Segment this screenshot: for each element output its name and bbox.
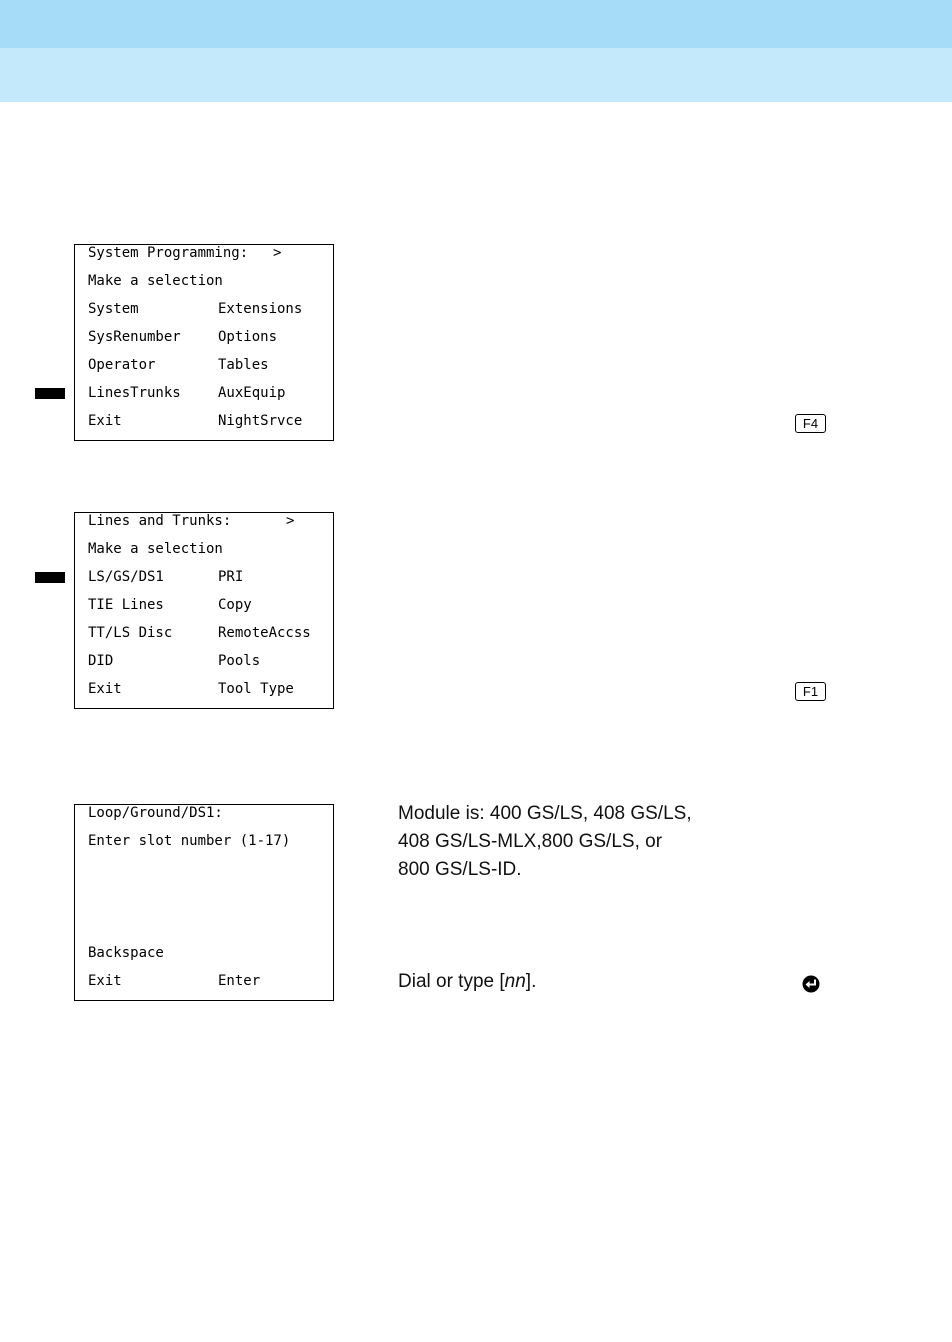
menu-item-ls-gs-ds1[interactable]: LS/GS/DS1 bbox=[88, 569, 164, 585]
menu-item-tie-lines[interactable]: TIE Lines bbox=[88, 597, 164, 613]
module-note-line2: 408 GS/LS-MLX,800 GS/LS, or bbox=[398, 831, 663, 852]
menu-item-sysrenumber[interactable]: SysRenumber bbox=[88, 329, 181, 345]
module-note-line3: 800 GS/LS-ID. bbox=[398, 859, 522, 880]
menu-item-system[interactable]: System bbox=[88, 301, 139, 317]
menu-item-pools[interactable]: Pools bbox=[218, 653, 261, 669]
selection-marker bbox=[35, 572, 65, 583]
menu-item-tables[interactable]: Tables bbox=[218, 357, 269, 373]
menu-item-did[interactable]: DID bbox=[88, 653, 114, 669]
menu-item-tool-type[interactable]: Tool Type bbox=[218, 681, 294, 697]
header-band-top bbox=[0, 0, 952, 48]
dial-suffix: ]. bbox=[525, 971, 537, 992]
menu-item-copy[interactable]: Copy bbox=[218, 597, 252, 613]
screen-prompt: Make a selection bbox=[88, 273, 223, 289]
f1-key[interactable]: F1 bbox=[795, 682, 826, 701]
menu-item-options[interactable]: Options bbox=[218, 329, 278, 345]
menu-item-auxequip[interactable]: AuxEquip bbox=[218, 385, 286, 401]
screen-title: System Programming: bbox=[88, 245, 249, 261]
menu-item-tt-ls-disc[interactable]: TT/LS Disc bbox=[88, 625, 173, 641]
menu-item-pri[interactable]: PRI bbox=[218, 569, 244, 585]
menu-item-exit[interactable]: Exit bbox=[88, 973, 122, 989]
screen-prompt: Enter slot number (1-17) bbox=[88, 833, 291, 849]
return-key-icon bbox=[801, 974, 821, 994]
menu-item-remoteaccss[interactable]: RemoteAccss bbox=[218, 625, 311, 641]
page-arrow[interactable]: > bbox=[286, 513, 295, 529]
dial-instruction bbox=[398, 968, 536, 996]
menu-item-nightsrvce[interactable]: NightSrvce bbox=[218, 413, 303, 429]
screen-system-programming bbox=[74, 244, 334, 441]
menu-item-operator[interactable]: Operator bbox=[88, 357, 156, 373]
f4-key[interactable]: F4 bbox=[795, 414, 826, 433]
menu-item-linestrunks[interactable]: LinesTrunks bbox=[88, 385, 181, 401]
header-band-bottom bbox=[0, 48, 952, 102]
menu-item-exit[interactable]: Exit bbox=[88, 413, 122, 429]
module-note-line1: Module is: 400 GS/LS, 408 GS/LS, bbox=[398, 803, 692, 824]
page-arrow[interactable]: > bbox=[273, 245, 282, 261]
selection-marker bbox=[35, 388, 65, 399]
dial-variable: nn bbox=[504, 971, 526, 992]
screen-title: Lines and Trunks: bbox=[88, 513, 232, 529]
menu-item-exit[interactable]: Exit bbox=[88, 681, 122, 697]
screen-prompt: Make a selection bbox=[88, 541, 223, 557]
screen-title: Loop/Ground/DS1: bbox=[88, 805, 223, 821]
menu-item-enter[interactable]: Enter bbox=[218, 973, 261, 989]
menu-item-backspace[interactable]: Backspace bbox=[88, 945, 164, 961]
screen-lines-and-trunks bbox=[74, 512, 334, 709]
menu-item-extensions[interactable]: Extensions bbox=[218, 301, 303, 317]
dial-prefix: Dial or type [ bbox=[398, 971, 505, 992]
screen-loop-ground-ds1 bbox=[74, 804, 334, 1001]
